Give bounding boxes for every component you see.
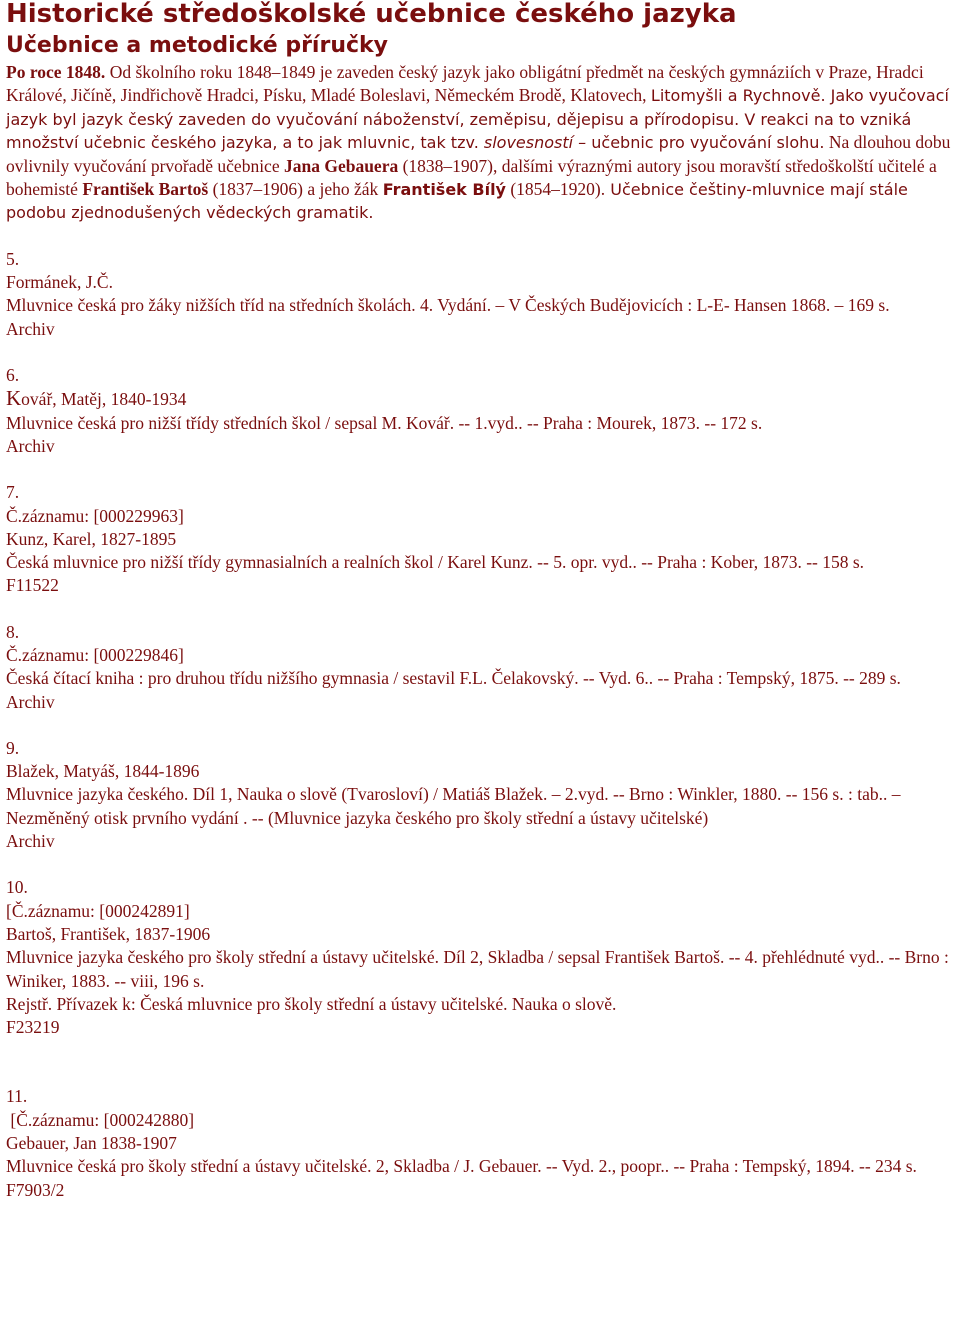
intro-name-bily: František Bílý (382, 180, 506, 200)
entry-location: Archiv (6, 831, 55, 852)
intro-text-4: Na dlouhou dobu ovlivnily vyučování prvořadě učebnice (6, 132, 951, 176)
entry-location: Archiv (6, 318, 55, 339)
entry-location: Archiv (6, 691, 55, 712)
intro-text-6: (1837–1906) a jeho žák (208, 179, 383, 200)
bib-entry-5 (6, 248, 954, 341)
entry-number: 6. (6, 365, 20, 386)
bib-entry-6 (6, 364, 954, 458)
intro-text-2: Litomyšli a Rychnově. Jako vyučovací jazyk byl jazyk český zaveden do vyučování náboženství, zeměpisu, dějepisu a přírodopisu. V reakci na to vzniká množství učebnic českého jazyka, a to jak mluvnic, tak tzv. (6, 86, 949, 153)
entry-location: F11522 (6, 575, 59, 596)
intro-lead: Po roce 1848. (6, 62, 106, 82)
entry-location: F7903/2 (6, 1179, 65, 1200)
entry-number: 7. (6, 482, 20, 503)
intro-paragraph (6, 61, 954, 225)
intro-name-gebauer: Jana Gebauera (283, 155, 399, 176)
bib-entry-11 (6, 1085, 954, 1201)
entry-record-id: [Č.záznamu: [000242891] (6, 900, 190, 921)
intro-text-3: učebnic pro vyučování slohu. (586, 133, 825, 153)
entry-number: 8. (6, 621, 20, 642)
page-subtitle: Učebnice a metodické příručky (6, 33, 388, 58)
entry-author: Blažek, Matyáš, 1844-1896 (6, 761, 200, 782)
entry-record-id: [Č.záznamu: [000242880] (6, 1109, 195, 1130)
entry-note: Rejstř. Přívazek k: Česká mluvnice pro školy střední a ústavy učitelské. Nauka o slově. (6, 993, 617, 1014)
bib-entry-9 (6, 737, 954, 853)
entry-number: 11. (6, 1086, 28, 1107)
entry-description: Mluvnice česká pro školy střední a ústavy učitelské. 2, Skladba / J. Gebauer. -- Vyd. 2., poopr.. -- Praha : Tempský, 1894. -- 234 s. (6, 1156, 917, 1177)
entry-author: Formánek, J.Č. (6, 272, 113, 293)
entry-number: 9. (6, 737, 20, 758)
intro-text-8: Učebnice češtiny-mluvnice mají stále podobu zjednodušených vědeckých gramatik. (6, 180, 908, 223)
entry-author (6, 387, 954, 411)
entry-author: Bartoš, František, 1837-1906 (6, 923, 211, 944)
intro-text-7: (1854–1920). (505, 179, 606, 200)
entry-description: Česká čítací kniha : pro druhou třídu nižšího gymnasia / sestavil F.L. Čelakovský. -- Vyd. 6.. -- Praha : Tempský, 1875. -- 289 s. (6, 668, 901, 689)
entry-location: F23219 (6, 1017, 60, 1038)
entry-record-id: Č.záznamu: [000229963] (6, 505, 184, 526)
entry-author: Kunz, Karel, 1827-1895 (6, 528, 177, 549)
bib-entry-8 (6, 621, 954, 714)
entry-number: 10. (6, 877, 28, 898)
entry-record-id: Č.záznamu: [000229846] (6, 645, 184, 665)
entry-description: Mluvnice česká pro žáky nižších tříd na středních školách. 4. Vydání. – V Českých Budějovicích : L-E- Hansen 1868. – 169 s. (6, 295, 890, 316)
bib-entry-10 (6, 876, 954, 1039)
intro-name-bartos: František Bartoš (82, 179, 209, 200)
entry-description: Česká mluvnice pro nižší třídy gymnasialních a realních škol / Karel Kunz. -- 5. opr. vyd.. -- Praha : Kober, 1873. -- 158 s. (6, 552, 865, 573)
entry-author: Gebauer, Jan 1838-1907 (6, 1133, 177, 1154)
entry-location: Archiv (6, 435, 55, 456)
author-initial: K (6, 386, 22, 411)
intro-text-1: Od školního roku 1848–1849 je zaveden český jazyk jako obligátní předmět na českých gymnáziích v Praze, Hradci Králové, Jičíně, Jindřichově Hradci, Písku, Mladé Boleslavi, Německém Brodě, Klatovech, (6, 62, 924, 106)
bib-entry-7 (6, 481, 954, 597)
intro-text-5: (1838–1907), dalšími výraznými autory jsou moravští středoškolští učitelé a bohemisté (6, 155, 937, 200)
entry-description: Mluvnice jazyka českého. Díl 1, Nauka o slově (Tvarosloví) / Matiáš Blažek. – 2.vyd. -- Brno : Winkler, 1880. -- 156 s. : tab.. – Nezměněný otisk prvního vydání . -- (Mluvnice jazyka českého pro školy střední a ústavy učitelské) (6, 784, 901, 828)
entry-description: Mluvnice jazyka českého pro školy střední a ústavy učitelské. Díl 2, Skladba / sepsal František Bartoš. -- 4. přehlédnuté vyd.. -- Brno : Winiker, 1883. -- viii, 196 s. (6, 947, 949, 991)
entry-description: Mluvnice česká pro nižší třídy středních škol / sepsal M. Kovář. -- 1.vyd.. -- Praha : Mourek, 1873. -- 172 s. (6, 412, 763, 433)
entry-number: 5. (6, 248, 20, 269)
page-title: Historické středoškolské učebnice českého jazyka (6, 0, 737, 29)
intro-italic: slovesností – (483, 133, 587, 153)
author-rest: ovář, Matěj, 1840-1934 (21, 389, 187, 410)
